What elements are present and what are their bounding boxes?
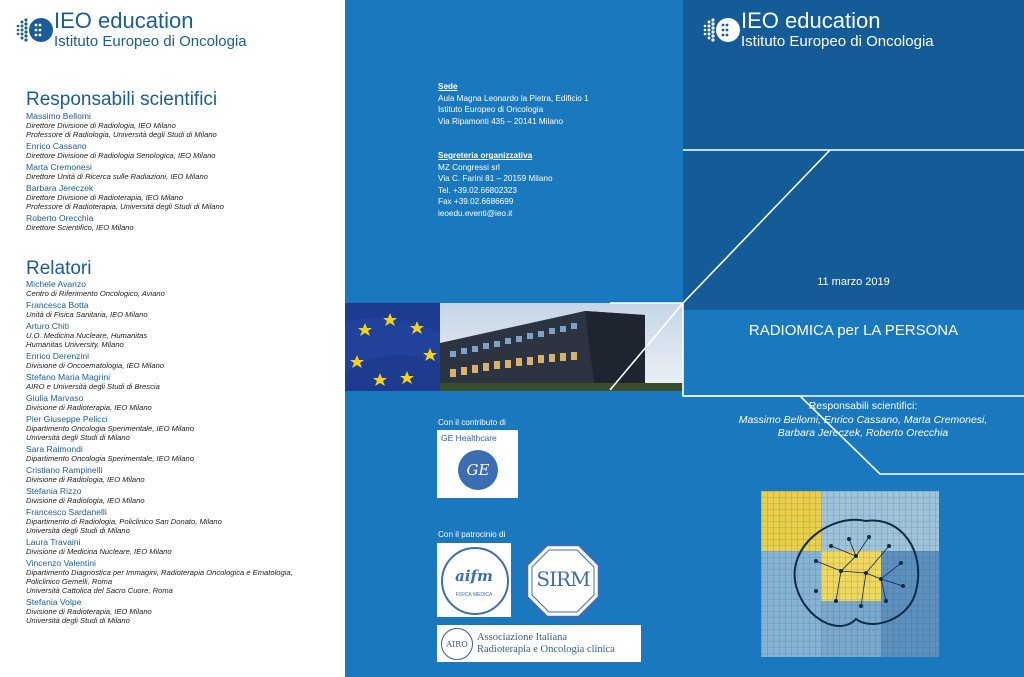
cover-responsabili (713, 400, 1013, 441)
relatore-entry (26, 444, 336, 463)
sirm-label: SIRM (536, 567, 590, 591)
relatore-role: Centro di Riferimento Oncologico, Aviano (26, 289, 165, 298)
contributo-label: Con il contributo di (438, 418, 506, 427)
responsabile-role: Direttore Divisione di Radioterapia, IEO Milano Professore di Radioterapia, Università degli Studi di Milano (26, 193, 224, 211)
relatore-role: Divisione di Radioterapia, IEO Milano (26, 403, 152, 412)
responsabile-entry (26, 213, 336, 232)
relatori-heading: Relatori (26, 258, 92, 279)
dots-logo-icon (701, 12, 741, 48)
relatore-entry (26, 300, 336, 319)
airo-line1: Associazione Italiana (477, 632, 568, 643)
relatore-role: U.O. Medicina Nucleare, Humanitas Humanitas University, Milano (26, 331, 148, 349)
relatore-entry (26, 558, 336, 595)
relatore-role: AIRO e Università degli Studi di Brescia (26, 382, 160, 391)
relatore-role: Divisione di Radioterapia, IEO Milano Università degli Studi di Milano (26, 607, 152, 625)
ge-logo-box (437, 430, 518, 498)
relatore-entry (26, 507, 336, 535)
relatore-name: Michele Avanzo (26, 279, 87, 289)
relatore-entry (26, 321, 336, 349)
relatore-name: Vincenzo Valentini (26, 558, 96, 568)
inner-middle-panel (345, 0, 683, 677)
relatore-name: Sara Raimondi (26, 444, 83, 454)
sede-heading: Sede (438, 82, 458, 91)
segreteria-heading: Segreteria organizzativa (438, 151, 533, 160)
radiomics-brain-image (761, 491, 939, 657)
relatori-list (26, 279, 336, 627)
sirm-logo (525, 543, 601, 619)
relatore-role: Divisione di Medicina Nucleare, IEO Milano (26, 547, 172, 556)
patrocinio-label: Con il patrocinio di (438, 530, 506, 539)
airo-text (477, 632, 615, 656)
relatore-role: Divisione di Radiologia, IEO Milano (26, 496, 145, 505)
responsabile-name: Enrico Cassano (26, 141, 87, 151)
responsabile-entry (26, 183, 336, 211)
brand-name-cover: IEO education (741, 8, 881, 33)
relatore-entry (26, 393, 336, 412)
relatore-name: Cristiano Rampinelli (26, 465, 103, 475)
relatore-entry (26, 486, 336, 505)
dots-logo-icon (14, 12, 54, 48)
cover-responsabili-label: Responsabili scientifici: (808, 400, 918, 412)
event-title: RADIOMICA per LA PERSONA (748, 322, 959, 339)
relatore-role: Divisione di Radiologia, IEO Milano (26, 475, 145, 484)
aifm-label: aifm (455, 567, 493, 585)
relatore-entry (26, 351, 336, 370)
sede-lines: Aula Magna Leonardo la Pietra, Edificio 1 Istituto Europeo di Oncologia Via Ripamonti 435 – 20141 Milano (438, 93, 589, 126)
responsabile-name: Massimo Bellomi (26, 111, 91, 121)
responsabile-role: Direttore Divisione di Radiologia Senologica, IEO Milano (26, 151, 216, 160)
relatore-name: Stefano Maria Magrini (26, 372, 111, 382)
cover-responsabili-names: Massimo Bellomi, Enrico Cassano, Marta Cremonesi, Barbara Jereczek, Roberto Orecchia (738, 413, 988, 439)
sede-block (438, 81, 589, 127)
photo-strip (345, 303, 683, 391)
relatore-name: Francesco Sardanelli (26, 507, 107, 517)
responsabili-list (26, 111, 336, 234)
building-image (440, 303, 683, 391)
brand-name: IEO education (54, 8, 194, 33)
airo-logo-box (437, 625, 641, 662)
ieo-logo (14, 10, 247, 49)
responsabile-name: Roberto Orecchia (26, 213, 94, 223)
relatore-name: Enrico Derenzini (26, 351, 90, 361)
responsabile-role: Direttore Unità di Ricerca sulle Radiazioni, IEO Milano (26, 172, 208, 181)
relatore-name: Stefania Rizzo (26, 486, 82, 496)
airo-mark-icon: AIRO (441, 628, 473, 660)
relatore-role: Dipartimento Oncologia Sperimentale, IEO Milano (26, 454, 194, 463)
relatore-name: Giulia Marvaso (26, 393, 84, 403)
responsabili-heading: Responsabili scientifici (26, 89, 218, 110)
relatore-name: Arturo Chiti (26, 321, 69, 331)
relatore-name: Stefania Volpe (26, 597, 82, 607)
relatore-role: Dipartimento di Radiologia, Policlinico San Donato, Milano Università degli Studi di Milano (26, 517, 222, 535)
event-date: 11 marzo 2019 (817, 276, 890, 288)
relatore-entry (26, 597, 336, 625)
segreteria-block (438, 150, 553, 219)
relatore-name: Laura Travaini (26, 537, 81, 547)
relatore-entry (26, 465, 336, 484)
relatore-role: Unità di Fisica Sanitaria, IEO Milano (26, 310, 148, 319)
responsabile-name: Barbara Jereczek (26, 183, 94, 193)
responsabile-entry (26, 141, 336, 160)
responsabile-name: Marta Cremonesi (26, 162, 92, 172)
airo-line2: Radioterapia e Oncologia clinica (477, 644, 615, 655)
aifm-logo-box (437, 543, 511, 617)
relatore-name: Francesca Botta (26, 300, 89, 310)
inner-left-panel (0, 0, 345, 677)
relatore-name: Pier Giuseppe Pelicci (26, 414, 108, 424)
relatore-entry (26, 414, 336, 442)
relatore-role: Dipartimento Diagnostica per Immagini, Radioterapia Oncologica e Ematologia, Policlinico Gemelli, Roma Università Cattolica del Sacro Cuore, Roma (26, 568, 293, 595)
relatore-role: Dipartimento Oncologia Sperimentale, IEO Milano Università degli Studi di Milano (26, 424, 194, 442)
relatore-entry (26, 372, 336, 391)
aifm-caption: FISICA MEDICA (455, 592, 493, 598)
eu-flag-image (345, 303, 440, 391)
ge-label: GE Healthcare (441, 433, 497, 443)
relatore-entry (26, 537, 336, 556)
ge-monogram-icon: GE (458, 450, 498, 490)
relatore-entry (26, 279, 336, 298)
ieo-logo-cover (701, 10, 934, 49)
responsabile-role: Direttore Scientifico, IEO Milano (26, 223, 134, 232)
responsabile-entry (26, 111, 336, 139)
brand-subtitle-cover: Istituto Europeo di Oncologia (741, 33, 934, 50)
relatore-role: Divisione di Oncoematologia, IEO Milano (26, 361, 165, 370)
cover-panel (683, 0, 1024, 677)
responsabile-entry (26, 162, 336, 181)
responsabile-role: Direttore Divisione di Radiologia, IEO Milano Professore di Radiologia, Università degli Studi di Milano (26, 121, 217, 139)
segreteria-lines: MZ Congressi srl Via C. Farini 81 – 20159 Milano Tel. +39.02.66802323 Fax +39.02.6686699 ieoedu.eventi@ieo.it (438, 162, 553, 218)
brand-subtitle: Istituto Europeo di Oncologia (54, 33, 247, 50)
